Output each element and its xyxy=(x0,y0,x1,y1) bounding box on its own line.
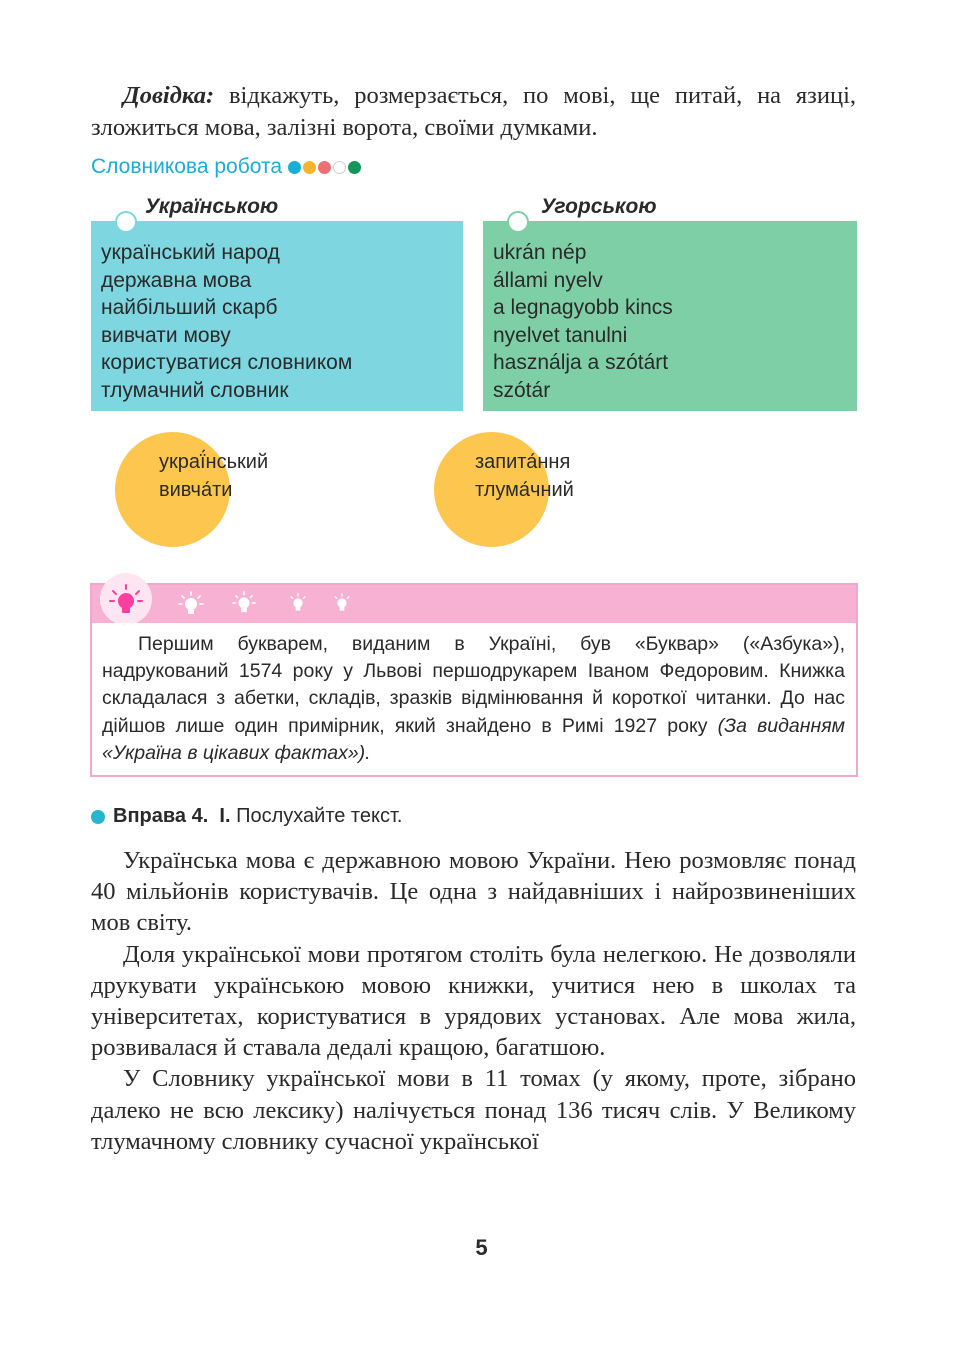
reference-paragraph xyxy=(91,80,856,144)
stress-word: вивча́ти xyxy=(159,479,233,501)
vocab-box-ukrainian xyxy=(91,221,463,411)
text-paragraph: У Словнику української мови в 11 томах (у якому, проте, зібрано далеко не всю лексику) налічується понад 136 тисяч слів. У Великому тлумачному словнику сучасної української xyxy=(91,1065,856,1155)
scallop-edge xyxy=(92,619,856,627)
stress-words-right xyxy=(475,448,574,504)
vocab-box-hungarian xyxy=(483,221,857,411)
page-number: 5 xyxy=(475,1235,488,1260)
vocab-line: állami nyelv xyxy=(493,268,603,292)
pin-icon xyxy=(115,211,137,233)
dot-icon xyxy=(333,161,346,174)
pin-icon xyxy=(507,211,529,233)
vocab-line: користуватися словником xyxy=(101,351,353,374)
difficulty-dots xyxy=(288,161,361,174)
reference-label: Довідка: xyxy=(123,82,215,109)
scallop-edge xyxy=(483,407,857,415)
vocab-heading xyxy=(91,155,361,179)
lightbulb-icon xyxy=(178,591,204,617)
dot-icon xyxy=(303,161,316,174)
fact-header-strip xyxy=(92,585,856,623)
vocab-line: український народ xyxy=(101,241,280,264)
dot-icon xyxy=(318,161,331,174)
lightbulb-icon xyxy=(108,583,144,619)
vocab-line: ukrán nép xyxy=(493,241,587,264)
vocab-title: Словникова робота xyxy=(91,155,283,178)
vocab-line: тлумачний словник xyxy=(101,378,289,402)
vocab-line: szótár xyxy=(493,378,551,402)
column-header-ukrainian: Українською xyxy=(145,195,279,218)
fact-body: Першим букварем, виданим в Україні, був «Буквар» («Азбука»), надрукований 1574 року у Львові першодрукарем Іваном Федоровим. Книжка складалася з абетки, складів, зразків відмінювання й короткої читанки. До нас дійшов лише один примірник, який знайдено в Римі 1927 року xyxy=(102,633,845,737)
fact-text xyxy=(102,631,845,767)
fact-source: (За виданням «Україна в цікавих фактах»). xyxy=(102,714,845,764)
stress-word: тлума́чний xyxy=(475,479,574,501)
vocab-line: nyelvet tanulni xyxy=(493,323,628,347)
exercise-instruction: Послухайте текст. xyxy=(236,805,403,827)
lightbulb-icon xyxy=(332,593,352,613)
exercise-part: І. xyxy=(219,805,231,827)
text-paragraph: Українська мова є державною мовою України. Нею розмовляє понад 40 мільйонів користувачів. Це одна з найдавніших і найрозвиненіших мов світу. xyxy=(91,847,856,937)
lightbulb-icon xyxy=(232,591,256,615)
vocab-line: вивчати мову xyxy=(101,323,231,347)
column-header-hungarian: Угорською xyxy=(541,195,657,218)
vocab-line: державна мова xyxy=(101,268,252,292)
bullet-icon xyxy=(91,810,105,824)
stress-words-left xyxy=(159,448,268,504)
scallop-edge xyxy=(91,407,463,415)
dot-icon xyxy=(348,161,361,174)
lightbulb-icon xyxy=(288,593,308,613)
vocab-line: használja a szótárt xyxy=(493,351,669,374)
fact-box xyxy=(90,583,858,777)
exercise-text xyxy=(91,845,856,1157)
stress-word: украї́нський xyxy=(159,451,269,473)
stress-word: запита́ння xyxy=(475,451,571,473)
dot-icon xyxy=(288,161,301,174)
vocab-line: a legnagyobb kincs xyxy=(493,296,673,319)
text-paragraph: Доля української мови протягом століть була нелегкою. Не дозволяли друкувати українською мовою книжки, учитися нею в школах та університетах, користуватися в урядових установах. Але мова жила, розвивалася й ставала дедалі кращою, багатшою. xyxy=(91,940,856,1062)
exercise-heading xyxy=(91,805,402,828)
exercise-label: Вправа 4. xyxy=(113,805,209,827)
vocab-line: найбільший скарб xyxy=(101,296,278,319)
reference-text: відкажуть, розмерзається, по мові, ще питай, на язиці, зложиться мова, залізні ворота, своїми думками. xyxy=(91,82,856,141)
